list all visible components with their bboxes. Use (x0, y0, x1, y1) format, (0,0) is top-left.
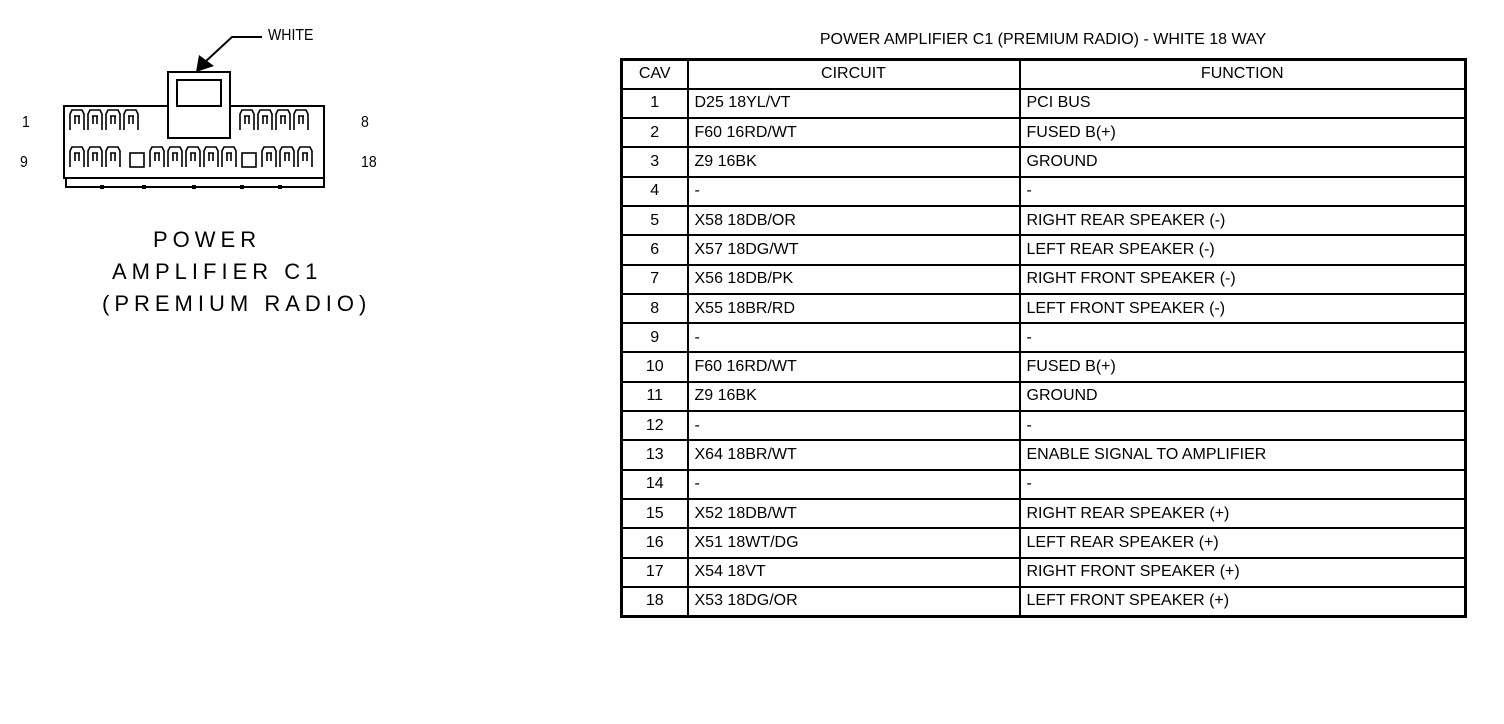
function-cell: - (1020, 177, 1466, 206)
cav-cell: 6 (622, 235, 688, 264)
table-row (622, 323, 1466, 352)
table-row (622, 382, 1466, 411)
circuit-cell: X51 18WT/DG (688, 528, 1020, 557)
cav-cell: 9 (622, 323, 688, 352)
table-title: POWER AMPLIFIER C1 (PREMIUM RADIO) - WHITE 18 WAY (819, 31, 1267, 48)
function-cell: RIGHT REAR SPEAKER (-) (1020, 206, 1466, 235)
table-row (622, 89, 1466, 118)
circuit-cell: X55 18BR/RD (688, 294, 1020, 323)
header-function: FUNCTION (1020, 60, 1466, 89)
function-cell: RIGHT FRONT SPEAKER (+) (1020, 558, 1466, 587)
cav-cell: 4 (622, 177, 688, 206)
function-cell: - (1020, 411, 1466, 440)
pin-label-8: 8 (361, 114, 369, 131)
circuit-cell: X54 18VT (688, 558, 1020, 587)
cav-cell: 15 (622, 499, 688, 528)
function-cell: GROUND (1020, 382, 1466, 411)
function-cell: LEFT FRONT SPEAKER (+) (1020, 587, 1466, 616)
circuit-cell: X57 18DG/WT (688, 235, 1020, 264)
plugged-cavity (130, 153, 144, 167)
circuit-cell: D25 18YL/VT (688, 89, 1020, 118)
cav-cell: 1 (622, 89, 688, 118)
circuit-cell: Z9 16BK (688, 147, 1020, 176)
rail-notch (192, 185, 196, 189)
cav-cell: 2 (622, 118, 688, 147)
pin-label-1: 1 (22, 114, 30, 131)
cav-cell: 3 (622, 147, 688, 176)
rail-notch (142, 185, 146, 189)
table-row (622, 265, 1466, 294)
header-circuit: CIRCUIT (688, 60, 1020, 89)
cav-cell: 11 (622, 382, 688, 411)
function-cell: FUSED B(+) (1020, 352, 1466, 381)
table-row (622, 440, 1466, 469)
table-row (622, 470, 1466, 499)
table-row (622, 294, 1466, 323)
cav-cell: 8 (622, 294, 688, 323)
function-cell: RIGHT FRONT SPEAKER (-) (1020, 265, 1466, 294)
table-row (622, 411, 1466, 440)
function-cell: PCI BUS (1020, 89, 1466, 118)
table-row (622, 352, 1466, 381)
table-row (622, 147, 1466, 176)
cav-cell: 16 (622, 528, 688, 557)
pin-label-9: 9 (20, 154, 28, 171)
cav-cell: 17 (622, 558, 688, 587)
function-cell: - (1020, 323, 1466, 352)
circuit-cell: X58 18DB/OR (688, 206, 1020, 235)
circuit-cell: Z9 16BK (688, 382, 1020, 411)
cav-cell: 7 (622, 265, 688, 294)
circuit-cell: F60 16RD/WT (688, 118, 1020, 147)
function-cell: FUSED B(+) (1020, 118, 1466, 147)
rail-notch (100, 185, 104, 189)
circuit-cell: X52 18DB/WT (688, 499, 1020, 528)
circuit-cell: - (688, 470, 1020, 499)
cav-cell: 14 (622, 470, 688, 499)
function-cell: - (1020, 470, 1466, 499)
color-label: WHITE (268, 27, 314, 44)
table-row (622, 528, 1466, 557)
table-row (622, 235, 1466, 264)
function-cell: GROUND (1020, 147, 1466, 176)
pinout-table (620, 58, 1467, 618)
cav-cell: 10 (622, 352, 688, 381)
connector-caption-line-3: (PREMIUM RADIO) (102, 291, 372, 316)
cav-cell: 5 (622, 206, 688, 235)
table-header-row (622, 60, 1466, 89)
cav-cell: 12 (622, 411, 688, 440)
table-row (622, 206, 1466, 235)
function-cell: LEFT REAR SPEAKER (+) (1020, 528, 1466, 557)
pin-label-18: 18 (361, 154, 377, 171)
header-cav: CAV (622, 60, 688, 89)
rail-notch (240, 185, 244, 189)
leader-arrowhead (196, 55, 214, 72)
connector-caption-line-1: POWER (153, 227, 262, 252)
circuit-cell: - (688, 323, 1020, 352)
table-row (622, 587, 1466, 616)
rail-notch (278, 185, 282, 189)
table-row (622, 177, 1466, 206)
table-row (622, 558, 1466, 587)
function-cell: LEFT FRONT SPEAKER (-) (1020, 294, 1466, 323)
circuit-cell: - (688, 411, 1020, 440)
plugged-cavity (242, 153, 256, 167)
circuit-cell: - (688, 177, 1020, 206)
table-body (622, 89, 1466, 616)
table-row (622, 118, 1466, 147)
circuit-cell: X56 18DB/PK (688, 265, 1020, 294)
table-row (622, 499, 1466, 528)
circuit-cell: X64 18BR/WT (688, 440, 1020, 469)
connector-latch-inner (177, 80, 221, 106)
function-cell: RIGHT REAR SPEAKER (+) (1020, 499, 1466, 528)
color-leader-line (205, 37, 262, 62)
function-cell: LEFT REAR SPEAKER (-) (1020, 235, 1466, 264)
cav-cell: 13 (622, 440, 688, 469)
connector-caption-line-2: AMPLIFIER C1 (112, 259, 323, 284)
circuit-cell: X53 18DG/OR (688, 587, 1020, 616)
circuit-cell: F60 16RD/WT (688, 352, 1020, 381)
cav-cell: 18 (622, 587, 688, 616)
connector-view (0, 0, 560, 724)
function-cell: ENABLE SIGNAL TO AMPLIFIER (1020, 440, 1466, 469)
